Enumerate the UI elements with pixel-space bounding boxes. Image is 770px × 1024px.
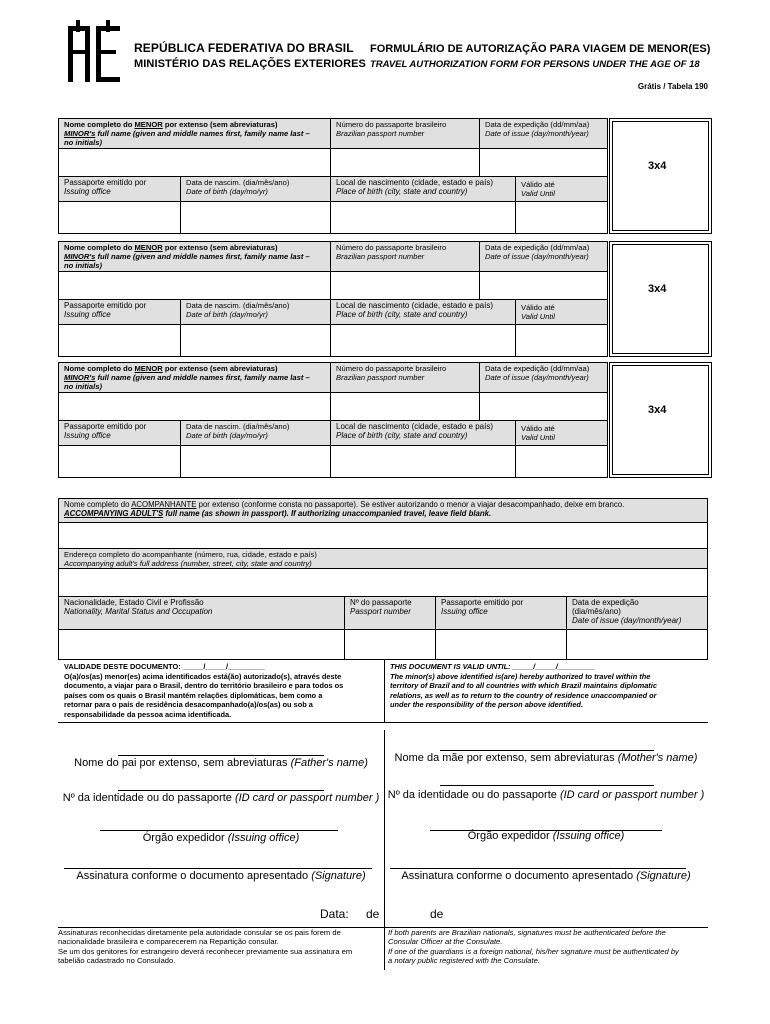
mother-name-field[interactable]: Nome da mãe por extenso, sem abreviaturas (Mother's name) [394, 752, 698, 764]
father-signature-field[interactable]: Assinatura conforme o documento apresentado (Signature) [76, 870, 366, 882]
ministry-name: MINISTÉRIO DAS RELAÇÕES EXTERIORES [134, 58, 366, 70]
fee-label: Grátis / Tabela 190 [637, 82, 708, 91]
father-office-field[interactable]: Órgão expedidor (Issuing office) [142, 832, 300, 844]
father-id-field[interactable]: Nº da identidade ou do passaporte (ID card or passport number ) [62, 792, 380, 804]
companion-name-label: Nome completo do ACOMPANHANTE por extenso (conforme consta no passaporte). Se estiver autorizando o menor a viajar desacompanhado, deixe em branco. ACCOMPANYING ADULT'S full name (as shown in passport). If authorizing unaccompanied travel, leave field blank. [64, 500, 625, 518]
mother-office-field[interactable]: Órgão expedidor (Issuing office) [467, 830, 625, 842]
minor-block-2: Nome completo do MENOR por extenso (sem abreviaturas) MINOR's full name (given and middle names first, family name last – no initials) Número do passaporte brasileiro Brazilian passport number Data de expedição (dd/mm/aa) Date of issue (day/month/year) Passaporte emitido por Issuing office Data de nascim. (dia/mês/ano) Date of birth (day/mo/yr) Local de nascimento (cidade, estado e país) Place of birth (city, state and country) Válido até Valid Until 3x4 [58, 241, 712, 357]
photo-label: 3x4 [648, 160, 667, 172]
companion-address-label: Endereço completo do acompanhante (número, rua, cidade, estado e país) Accompanying adult's full address (number, street, city, state and country) [64, 550, 317, 568]
companion-block: Nome completo do ACOMPANHANTE por extenso (conforme consta no passaporte). Se estiver autorizando o menor a viajar desacompanhado, deixe em branco. ACCOMPANYING ADULT'S full name (as shown in passport). If authorizing unaccompanied travel, leave field blank. Endereço completo do acompanhante (número, rua, cidade, estado e país) Accompanying adult's full address (number, street, city, state and country) Nacionalidade, Estado Civil e Profissão Nationality, Marital Status and Occupation Nº do passaporte Passport number Passaporte emitido por Issuing office Data de expedição (dia/mês/ano) Date of issue (day/month/year) [58, 498, 708, 660]
form-title-en: TRAVEL AUTHORIZATION FORM FOR PERSONS UNDER THE AGE OF 18 [370, 59, 700, 70]
photo-label: 3x4 [648, 283, 667, 295]
photo-label: 3x4 [648, 404, 667, 416]
minor-block-3: Nome completo do MENOR por extenso (sem abreviaturas) MINOR's full name (given and middle names first, family name last – no initials) Número do passaporte brasileiro Brazilian passport number Data de expedição (dd/mm/aa) Date of issue (day/month/year) Passaporte emitido por Issuing office Data de nascim. (dia/mês/ano) Date of birth (day/mo/yr) Local de nascimento (cidade, estado e país) Place of birth (city, state and country) Válido até Valid Until 3x4 [58, 362, 712, 478]
footer-notes: Assinaturas reconhecidas diretamente pela autoridade consular se os pais forem de nacionalidade brasileira e comparecerem na Repartição consular. Se um dos genitores for estrangeiro deverá reconhecer previamente sua assinatura em tabelião cadastrado no Consulado. If both parents are Brazilian nationals, signatures must be authenticated before the Consular Officer at the Consulate. If one of the guardians is a foreign national, his/her signature must be authenticated by a notary public registered with the Consulate. [58, 927, 708, 969]
mother-id-field[interactable]: Nº da identidade ou do passaporte (ID card or passport number ) [387, 789, 705, 801]
country-name: REPÚBLICA FEDERATIVA DO BRASIL [134, 41, 354, 55]
ae-logo [66, 20, 124, 82]
mother-signature-field[interactable]: Assinatura conforme o documento apresentado (Signature) [401, 870, 691, 882]
minor-block-1: Nome completo do MENOR por extenso (sem abreviaturas) MINOR's full name (given and middle names first, family name last – no initials) Número do passaporte brasileiro Brazilian passport number Data de expedição (dd/mm/aa) Date of issue (day/month/year) Passaporte emitido por Issuing office Data de nascim. (dia/mês/ano) Date of birth (day/mo/yr) Local de nascimento (cidade, estado e país) Place of birth (city, state and country) Válido até Valid Until 3x4 [58, 118, 712, 234]
form-title-pt: FORMULÁRIO DE AUTORIZAÇÃO PARA VIAGEM DE MENOR(ES) [370, 43, 711, 55]
date-line[interactable]: Data: de de [320, 907, 444, 921]
validity-block: VALIDADE DESTE DOCUMENTO: _____/_____/_________ O(a)/os(as) menor(es) acima identificados está(ão) autorizado(s), através deste documento, a viajar para o Brasil, dentro do território brasileiro e para todos os países com os quais o Brasil mantém relações diplomáticas, bem como a retornar para o país de residência desacompanhado(a)/os(as) ou sob a responsabilidade da pessoa acima identificada. THIS DOCUMENT IS VALID UNTIL: _____/_____/_________ The minor(s) above identified is(are) hereby authorized to travel within the territory of Brazil and to all countries with which Brazil maintains diplomatic relations, as well as to return to the country of residence unaccompanied or under the responsibility of the person above identified. [58, 660, 708, 723]
header-right [370, 42, 710, 72]
header-left [134, 40, 366, 72]
father-name-field[interactable]: Nome do pai por extenso, sem abreviaturas (Father's name) [74, 757, 368, 769]
